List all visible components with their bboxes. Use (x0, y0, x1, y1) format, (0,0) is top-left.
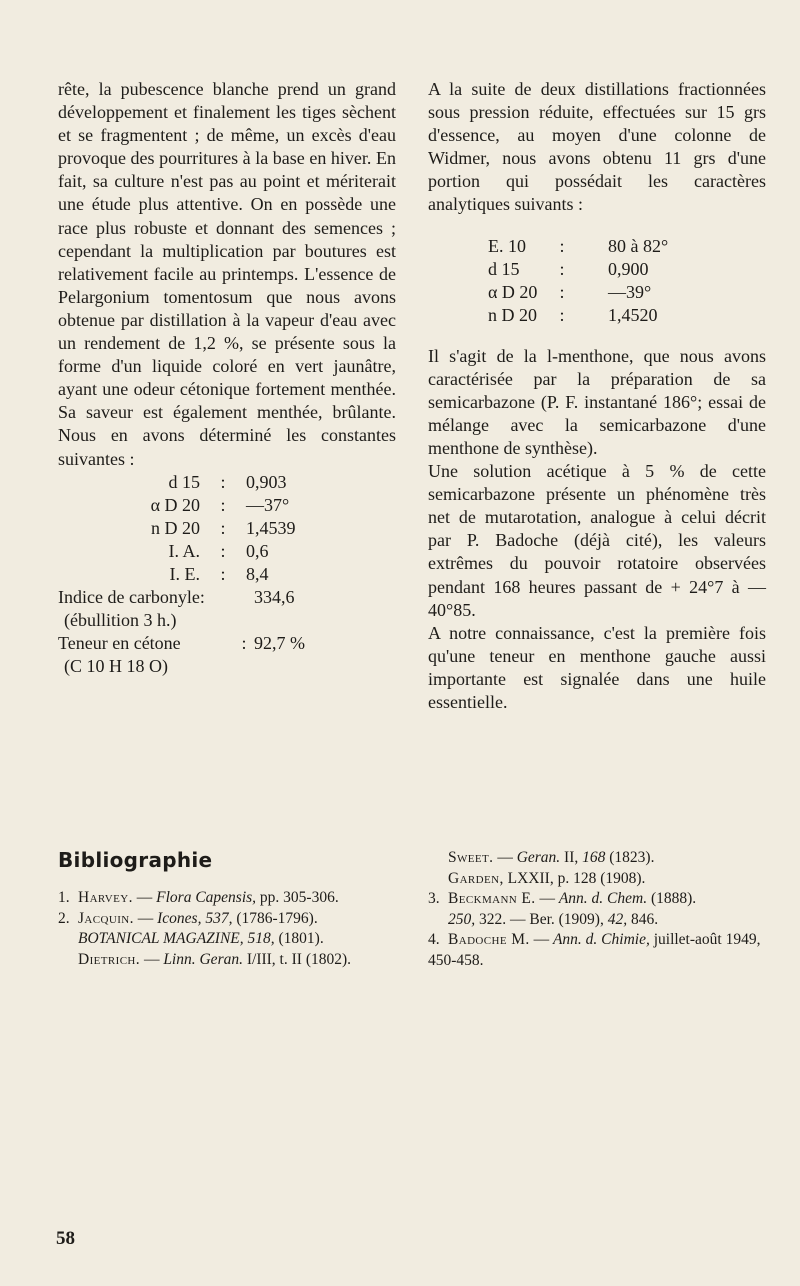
reference-number: 1. (58, 889, 70, 906)
reference-author: Badoche M. (448, 931, 530, 948)
reference-continuation (428, 848, 773, 869)
constant-key: I. E. (169, 563, 200, 584)
left-column (58, 78, 396, 678)
right-paragraph-conclusion: A notre connaissance, c'est la première fois qu'une teneur en menthone gauche aussi importante est signalée dans une huile essentielle. (428, 622, 766, 712)
reference-separator: — (133, 909, 158, 927)
reference-number: 3. (428, 890, 440, 907)
reference-title: Geran. (516, 849, 561, 866)
reference-details: II, (560, 849, 583, 866)
constant-key: n D 20 (488, 304, 537, 325)
reference-separator: — (140, 950, 164, 968)
bibliography-left (58, 888, 403, 970)
constant-value: 0,6 (246, 540, 269, 561)
reference-details: (1888). (647, 890, 697, 907)
cetone-sep: : (241, 632, 247, 653)
left-paragraph: rête, la pubescence blanche prend un grand développement et finalement les tiges sèchent et se fragmentent ; de même, un excès d'eau provoque des pourritures à la base en hiver. En fait, sa culture n'est pas au point et mériterait une étude plus attentive. On en possède une race plus robuste et donnant des semences ; cependant la multiplication par boutures est relativement facile au printemps. L'essence de Pelargonium tomentosum que nous avons obtenue par distillation à la vapeur d'eau avec un rendement de 1,2 %, se présente sous la forme d'un liquide coloré en vert jaunâtre, ayant une odeur cétonique fortement menthée. Sa saveur est également menthée, brûlante. Nous en avons déterminé les constantes suivantes : (58, 79, 396, 469)
right-constants-table (428, 235, 766, 327)
constant-value: 0,900 (608, 258, 649, 279)
constant-sep: : (559, 258, 565, 279)
left-extra-constants (58, 586, 396, 678)
reference-title: Ann. d. Chem. (558, 890, 648, 907)
constant-key: α D 20 (150, 494, 200, 515)
reference-item (428, 930, 773, 971)
reference-author: Garden, (448, 869, 504, 887)
right-paragraph-intro: A la suite de deux distillations fractionnées sous pression réduite, effectuées sur 15 grs d'essence, au moyen d'une colonne de Widmer, nous avons obtenu 11 grs d'une portion qui possédait les caractères analytiques suivants : (428, 79, 766, 215)
constant-key: d 15 (488, 258, 520, 279)
reference-author: Beckmann E. (448, 890, 536, 907)
carbonyle-value: 334,6 (254, 586, 295, 607)
reference-item (58, 909, 403, 971)
reference-volume: 42, (607, 910, 628, 928)
page-number: 58 (56, 1228, 75, 1249)
constant-value: 1,4520 (608, 304, 658, 325)
constant-value: —37° (246, 494, 290, 515)
constant-sep: : (220, 563, 226, 584)
constant-sep: : (220, 494, 226, 515)
reference-volume: 168 (582, 849, 606, 866)
constant-sep: : (559, 281, 565, 302)
constant-key: I. A. (168, 540, 200, 561)
reference-item (428, 889, 773, 930)
reference-title: Ann. d. Chimie, (552, 931, 650, 948)
reference-details: juillet-août 1949, 450-458. (428, 931, 761, 969)
reference-continuation (428, 910, 773, 931)
reference-volume: 250, (448, 910, 476, 928)
constant-key: α D 20 (488, 281, 538, 302)
cetone-label: Teneur en cétone (58, 632, 181, 653)
reference-title: BOTANICAL MAGAZINE, 518, (78, 930, 275, 947)
constant-sep: : (559, 235, 565, 256)
bibliography-right (428, 848, 773, 971)
reference-author: Dietrich. (78, 950, 141, 968)
carbonyle-label: Indice de carbonyle: (58, 586, 205, 607)
constant-sep: : (220, 540, 226, 561)
reference-details: (1786-1796). (232, 909, 318, 927)
reference-details: 846. (627, 910, 659, 928)
reference-continuation (58, 929, 403, 950)
reference-separator: — (535, 890, 559, 907)
reference-continuation (428, 869, 773, 890)
constant-value: 8,4 (246, 563, 269, 584)
reference-title: Flora Capensis, (156, 889, 257, 906)
reference-author: Sweet. (448, 849, 494, 866)
formula: (C 10 H 18 O) (64, 655, 168, 676)
reference-author: Jacquin. (78, 909, 134, 927)
constant-key: n D 20 (151, 517, 200, 538)
constant-key: E. 10 (488, 235, 526, 256)
right-paragraph-mutarotation: Une solution acétique à 5 % de cette semicarbazone présente un phénomène très net de mutarotation, analogue à celui décrit par P. Badoche (déjà cité), les valeurs extrêmes du pouvoir rotatoire observées pendant 168 heures passant de + 24°7 à —40°85. (428, 461, 766, 620)
reference-title: Linn. Geran. (163, 950, 243, 968)
reference-title: Icones, 537, (157, 909, 233, 927)
constant-sep: : (220, 517, 226, 538)
reference-continuation (58, 950, 403, 971)
reference-item (58, 888, 403, 909)
reference-separator: — (529, 931, 553, 948)
right-column (428, 78, 766, 714)
right-paragraph-menthone: Il s'agit de la l-menthone, que nous avons caractérisée par la préparation de sa semicarbazone (P. F. instantané 186°; essai de mélange avec la semicarbazone d'une menthone de synthèse). (428, 345, 766, 458)
reference-details: (1823). (605, 849, 655, 866)
reference-details: (1801). (274, 930, 324, 947)
reference-item (428, 848, 773, 889)
reference-author: Harvey. (78, 889, 133, 906)
reference-details: pp. 305-306. (256, 889, 339, 906)
constant-value: —39° (608, 281, 652, 302)
bibliography-heading: Bibliographie (58, 848, 213, 872)
constant-value: 1,4539 (246, 517, 296, 538)
left-constants-table (58, 471, 396, 586)
constant-sep: : (220, 471, 226, 492)
ebullition-note: (ébullition 3 h.) (64, 609, 177, 630)
constant-value: 0,903 (246, 471, 287, 492)
reference-number: 2. (58, 909, 70, 927)
reference-separator: — (493, 849, 517, 866)
cetone-value: 92,7 % (254, 632, 305, 653)
constant-sep: : (559, 304, 565, 325)
reference-number: 4. (428, 931, 440, 948)
constant-value: 80 à 82° (608, 235, 669, 256)
reference-details: 322. — Ber. (1909), (475, 910, 608, 928)
reference-separator: — (132, 889, 157, 906)
constant-key: d 15 (168, 471, 200, 492)
reference-details: I/III, t. II (1802). (242, 950, 352, 968)
reference-details: LXXII, p. 128 (1908). (503, 869, 646, 887)
